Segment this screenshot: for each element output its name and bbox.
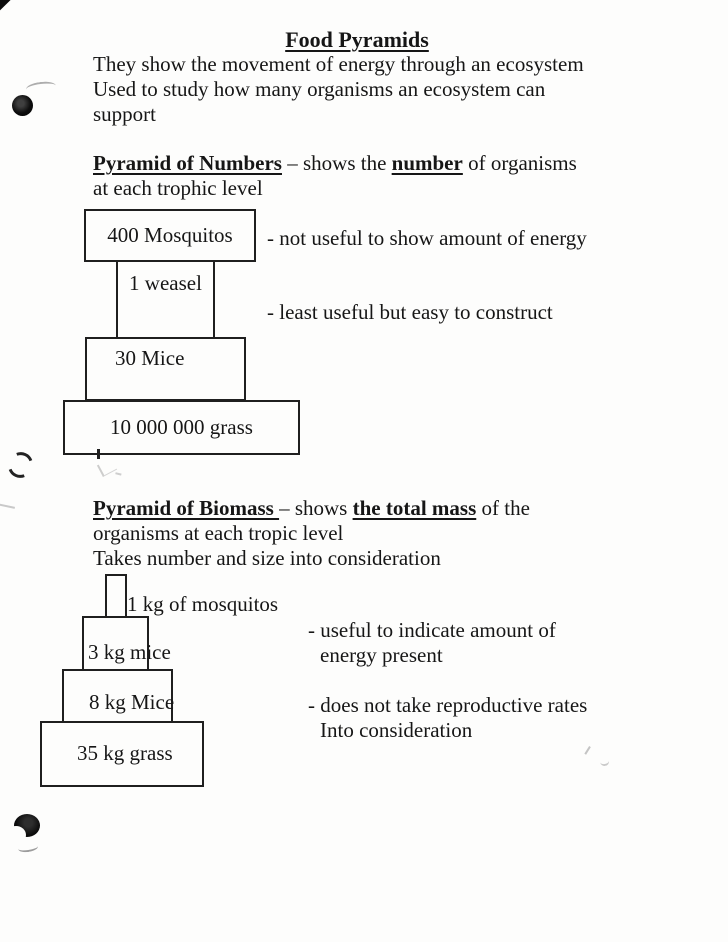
page-title <box>0 27 714 53</box>
biomass-level-35kg-label: 35 kg grass <box>77 741 173 765</box>
numbers-level-grass-label: 10 000 000 grass <box>110 415 253 439</box>
biomass-section-heading-line2: organisms at each tropic level <box>93 521 344 545</box>
intro-paragraph <box>93 52 584 127</box>
numbers-heading-term: Pyramid of Numbers <box>93 151 282 175</box>
biomass-note-repro-line2: Into consideration <box>320 718 473 742</box>
scan-stray-line <box>0 503 15 509</box>
numbers-level-mosquitos-box <box>84 209 256 262</box>
numbers-heading-end: of organisms <box>462 151 577 175</box>
biomass-level-mosquitos-box <box>105 574 127 618</box>
biomass-heading-term: Pyramid of Biomass <box>93 496 280 520</box>
biomass-level-8kg-label: 8 kg Mice <box>89 690 175 714</box>
biomass-section-heading <box>93 496 530 521</box>
scan-hole-punch-ring <box>4 448 37 482</box>
biomass-note-useful-line2: energy present <box>320 643 443 667</box>
numbers-level-weasel-label: 1 weasel <box>129 271 202 295</box>
numbers-section-heading-line2: at each trophic level <box>93 176 263 200</box>
biomass-heading-end: of the <box>476 496 530 520</box>
numbers-level-mice-label: 30 Mice <box>115 346 185 370</box>
biomass-note-repro-line1: - does not take reproductive rates <box>308 693 588 717</box>
numbers-level-grass-box <box>63 400 300 455</box>
intro-line-1: They show the movement of energy through an ecosystem <box>93 52 584 76</box>
numbers-section-heading <box>93 151 577 176</box>
biomass-section-heading-line3: Takes number and size into consideration <box>93 546 441 570</box>
biomass-level-mosquitos-label: 1 kg of mosquitos <box>127 592 279 616</box>
scan-hole-punch-top <box>12 95 33 116</box>
scan-hole-punch-bottom-highlight <box>6 826 26 844</box>
scan-pencil-squiggle-2 <box>115 467 123 475</box>
intro-line-2: Used to study how many organisms an ecosystem can <box>93 77 546 101</box>
numbers-note-energy: - not useful to show amount of energy <box>267 226 587 250</box>
numbers-heading-emphasis: number <box>391 151 463 175</box>
biomass-heading-mid: – shows <box>279 496 353 520</box>
scan-corner-mark <box>0 0 14 12</box>
numbers-level-weasel-box <box>116 261 215 338</box>
numbers-note-construct: - least useful but easy to construct <box>267 300 553 324</box>
numbers-heading-mid: – shows the <box>281 151 392 175</box>
biomass-note-useful-line1: - useful to indicate amount of <box>308 618 556 642</box>
scan-pencil-mark-right <box>584 746 597 759</box>
scan-pencil-mark-right-2 <box>599 756 609 766</box>
numbers-level-mosquitos-label: 400 Mosquitos <box>107 223 233 247</box>
scan-pencil-squiggle <box>97 458 117 477</box>
numbers-level-mice-box <box>85 337 246 401</box>
intro-line-3: support <box>93 102 156 126</box>
scan-stray-tail <box>17 842 38 854</box>
biomass-heading-emphasis: the total mass <box>352 496 477 520</box>
biomass-level-3kg-label: 3 kg mice <box>88 640 171 664</box>
page-title-text: Food Pyramids <box>285 27 429 52</box>
scan-stray-curve <box>25 80 56 95</box>
